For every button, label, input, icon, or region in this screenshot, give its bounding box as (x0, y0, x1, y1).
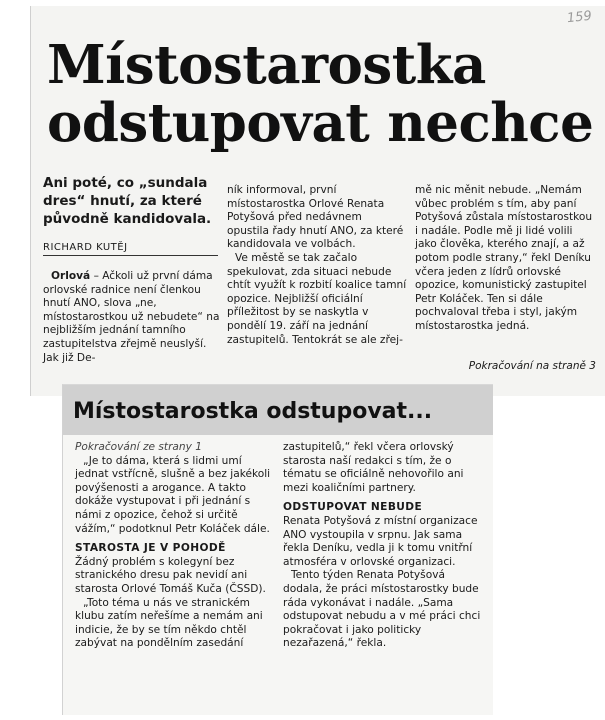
paragraph: Renata Potyšová z místní organizace ANO vystoupila v srpnu. Jak sama řekla Deníku, vedla ji k tomu vnitřní atmosféra v orlovské organizaci. (283, 514, 478, 568)
front-page-clipping (30, 6, 605, 396)
headline-line-1: Místostarostka (47, 34, 486, 96)
article-column-3 (415, 184, 597, 334)
continuation-headline: Místostarostka odstupovat... (73, 399, 433, 424)
column-2-paragraph: ník informoval, první místostarostka Orlové Renata Potyšová před nedávnem opustila řady hnutí ANO, za které kandidovala ve volbách. (227, 184, 404, 251)
byline: RICHARD KUTĚJ (43, 242, 218, 256)
handwritten-page-number: 159 (566, 8, 593, 27)
subheading: ODSTUPOVAT NEBUDE (283, 501, 423, 514)
headline-banner (63, 385, 493, 435)
paragraph: zastupitelů,“ řekl včera orlovský starosta naší redakci s tím, že o tématu se oficiálně nehovořilo ani mezi koaličními partnery. (283, 441, 464, 494)
column-3-paragraph: mě nic měnit nebude. „Nemám vůbec problém s tím, aby paní Potyšová zůstala místostarostkou i nadále. Podle mě ji lidé volili jako člověka, kterého znají, a až potom podle strany,“ řekl Deníku včera jeden z lídrů orlovské opozice, komunistický zastupitel Petr Koláček. Ten si dále pochvaloval třeba i styl, jakým místostarostka jedná. (415, 184, 593, 332)
article-headline (47, 36, 597, 152)
paragraph: Tento týden Renata Potyšová dodala, že práci místostarostky bude ráda vykonávat i nadále. „Sama odstupovat nebudu a v mé práci chci pokračovat i jako politicky nezařazená,“ řekla. (283, 569, 481, 650)
column-1-text: – Ačkoli už první dáma orlovské radnice není členkou hnutí ANO, slova „ne, místostarostkou už nebudete“ na nejbližším jednání tamního zastupitelstva zřejmě neuslyší. Jak již De- (43, 270, 220, 364)
continuation-clipping (62, 384, 493, 715)
continued-from-note: Pokračování ze strany 1 (75, 441, 203, 453)
headline-line-2: odstupovat nechce (47, 92, 594, 154)
paragraph: Žádný problém s kolegyní bez stranického dresu pak nevidí ani starosta Orlové Tomáš Kuča (ČSSD). (75, 555, 266, 595)
article-column-1 (43, 270, 221, 365)
continued-note: Pokračování na straně 3 (468, 360, 596, 372)
subheading: STAROSTA JE V POHODĚ (75, 542, 226, 555)
dateline: Orlová (51, 270, 91, 282)
paragraph: „Toto téma u nás ve stranickém klubu zatím neřešíme a nemám ani indicie, že by se tím někdo chtěl zabývat na pondělním zasedání (75, 596, 263, 650)
paragraph: „Je to dáma, která s lidmi umí jednat vstřícně, slušně a bez jakékoli povýšenosti a arogance. A takto dokáže vystupovat i při jednání s námi z opozice, čehož si určitě vážím,“ podotknul Petr Koláček dále. (75, 454, 271, 535)
column-2-paragraph: Ve městě se tak začalo spekulovat, zda situaci nebude chtít využít k rozbití koalice tamní opozice. Nejbližší oficiální příležitost by se naskytla v pondělí 19. září na jednání zastupitelů. Tentokrát se ale zřej- (227, 251, 407, 346)
article-perex: Ani poté, co „sundala dres“ hnutí, za které původně kandidovala. (43, 175, 212, 227)
continuation-column-2 (283, 441, 483, 651)
continuation-column-1 (75, 441, 275, 651)
article-column-2 (227, 184, 407, 347)
